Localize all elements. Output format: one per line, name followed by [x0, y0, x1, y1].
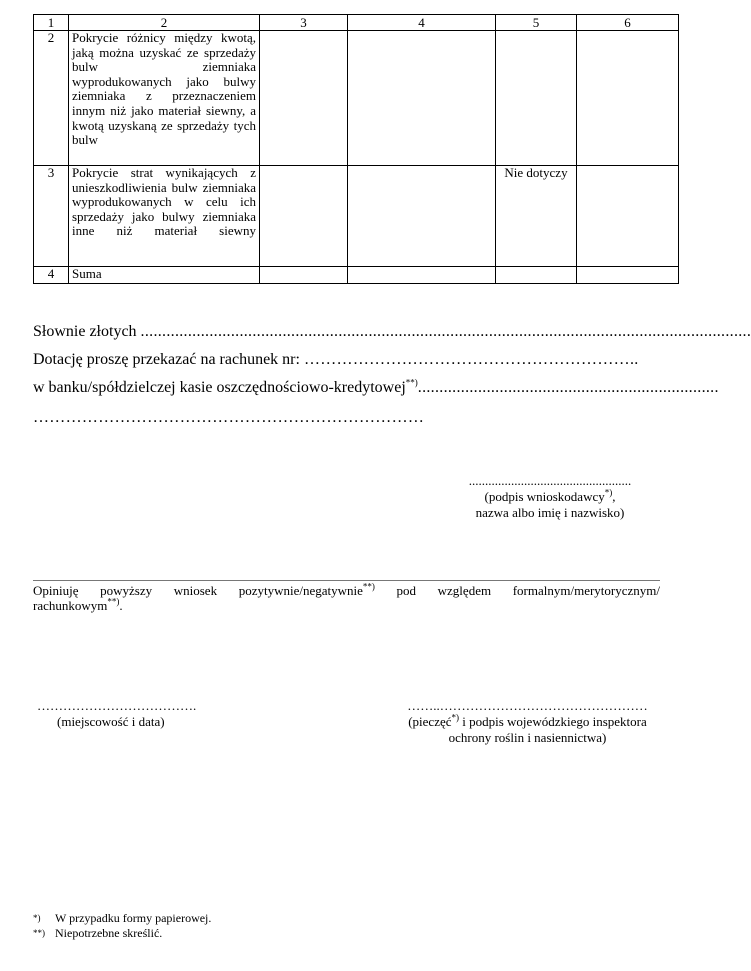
row-cell-col5 — [496, 267, 577, 284]
header-col-4: 4 — [348, 15, 496, 31]
account-number-line — [33, 351, 663, 369]
header-col-1: 1 — [34, 15, 69, 31]
footnotes — [33, 911, 211, 941]
bank-name-field[interactable]: ...................................................................... — [417, 379, 719, 396]
bank-line — [33, 377, 719, 397]
section-divider — [33, 580, 660, 581]
bank-label: w banku/spółdzielczej kasie oszczędnościowo-kredytowej — [33, 379, 406, 396]
applicant-signature-field[interactable]: .................................................. — [468, 473, 632, 488]
row-number: 2 — [34, 31, 69, 166]
row-description: Pokrycie różnicy między kwotą, jaką można uzyskać ze sprzedaży bulw ziemniaka wyprodukowanych jako bulwy ziemniaka z przeznaczeniem innym niż jako materiał siewny, a kwotą uzyskaną ze sprzedaży tych bulw — [69, 31, 260, 166]
row-number: 3 — [34, 166, 69, 267]
row-description: Suma — [69, 267, 260, 284]
row-cell-col4 — [348, 267, 496, 284]
header-col-2: 2 — [69, 15, 260, 31]
account-number-field[interactable]: …………………………………………………….. — [303, 351, 639, 368]
row-cell-col3 — [260, 31, 348, 166]
inspector-opinion — [33, 583, 660, 613]
place-date-label: (miejscowość i data) — [57, 714, 165, 729]
header-col-3: 3 — [260, 15, 348, 31]
row-cell-col5 — [496, 31, 577, 166]
footnote-text: Niepotrzebne skreślić. — [55, 926, 163, 940]
bank-footnote-mark: **) — [405, 377, 418, 388]
row-cell-col6 — [577, 166, 679, 267]
row-cell-col4 — [348, 31, 496, 166]
amount-in-words-field[interactable]: .............................................................................................................................................. — [140, 323, 751, 340]
table-header-row — [34, 15, 679, 31]
table-row — [34, 166, 679, 267]
amount-in-words-line — [33, 323, 751, 341]
footnote-mark: *) — [33, 913, 41, 923]
table-row — [34, 31, 679, 166]
opinion-line-1: Opiniuję powyższy wniosek pozytywnie/negatywnie**) pod względem formalnym/merytorycznym/ — [33, 581, 660, 598]
header-col-5: 5 — [496, 15, 577, 31]
inspector-signature-block — [395, 698, 660, 746]
inspector-signature-label: (pieczęć*) i podpis wojewódzkiego inspektora — [408, 712, 647, 729]
row-description: Pokrycie strat wynikających z unieszkodliwienia bulw ziemniaka wyprodukowanych w celu ich sprzedaży jako bulwy ziemniaka inne niż materiał siewny — [69, 166, 260, 267]
place-date-block — [33, 698, 213, 730]
row-number: 4 — [34, 267, 69, 284]
support-table — [33, 14, 679, 284]
applicant-signature-label: (podpis wnioskodawcy*), — [484, 487, 616, 504]
header-col-6: 6 — [577, 15, 679, 31]
account-number-label: Dotację proszę przekazać na rachunek nr: — [33, 351, 300, 368]
footnote-item — [33, 911, 211, 926]
opinion-line-2: rachunkowym**). — [33, 596, 123, 613]
bank-extra-line — [33, 409, 663, 427]
footnote-text: W przypadku formy papierowej. — [55, 911, 212, 925]
amount-in-words-label: Słownie złotych — [33, 323, 137, 340]
row-cell-col3 — [260, 166, 348, 267]
applicant-signature-block — [440, 473, 660, 521]
row-cell-col6 — [577, 31, 679, 166]
row-cell-col4 — [348, 166, 496, 267]
row-cell-col5: Nie dotyczy — [496, 166, 577, 267]
footnote-mark: **) — [33, 928, 45, 938]
row-cell-col6 — [577, 267, 679, 284]
place-date-field[interactable]: ………………………………. — [37, 698, 197, 713]
applicant-name-label: nazwa albo imię i nazwisko) — [475, 505, 625, 520]
row-cell-col3 — [260, 267, 348, 284]
inspector-signature-field[interactable]: ……..………………………………………… — [407, 698, 648, 713]
bank-name-field-continued[interactable]: ……………………………………………………………… — [33, 409, 425, 426]
table-row-sum — [34, 267, 679, 284]
footnote-item — [33, 926, 211, 941]
inspector-title-label: ochrony roślin i nasiennictwa) — [448, 730, 607, 745]
